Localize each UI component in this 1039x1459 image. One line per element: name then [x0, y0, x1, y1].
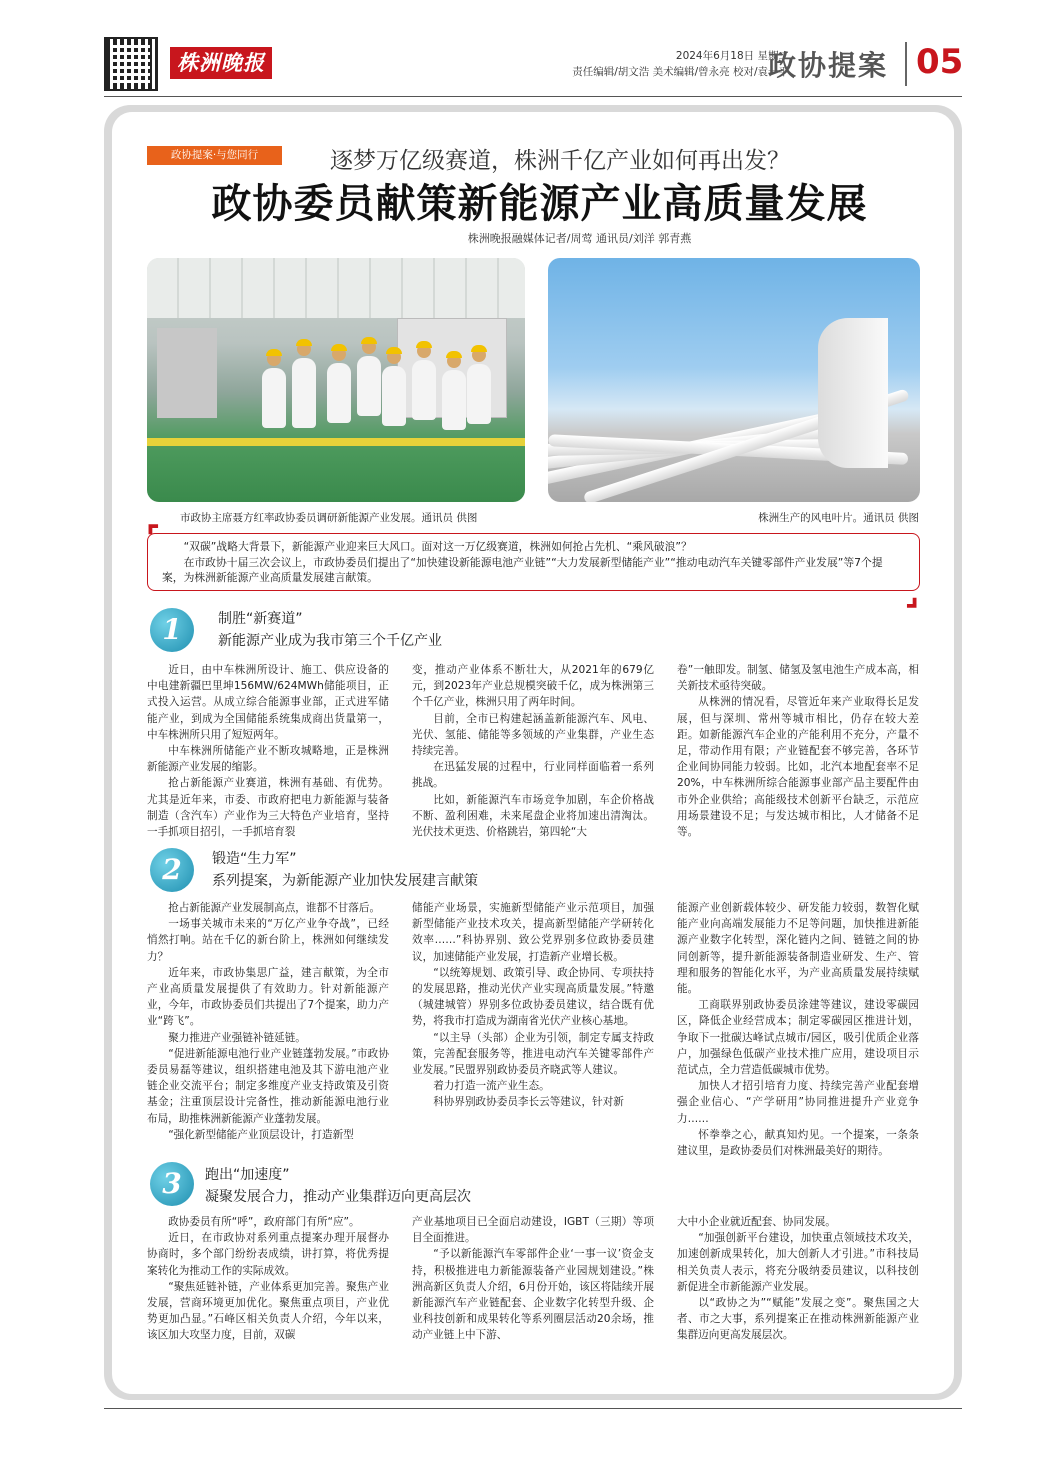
header-info	[572, 48, 789, 80]
open-quote-mark: ⌜	[146, 520, 161, 555]
factory-visit-photo	[147, 258, 525, 502]
section-number-1: 1	[150, 608, 194, 652]
paragraph: 着力打造一流产业生态。	[433, 1080, 550, 1093]
paragraph: 在迅猛发展的过程中，行业同样面临着一系列挑战。	[412, 761, 654, 790]
editors-line: 责任编辑/胡文浩 美术编辑/曾永亮 校对/袁一平	[572, 66, 789, 78]
section1-column1	[147, 662, 389, 840]
paragraph: 目前，全市已构建起涵盖新能源汽车、风电、光伏、氢能、储能等多领域的产业集群，产业生态持续完善。	[412, 712, 654, 758]
newspaper-logo: 株洲晚报	[170, 47, 272, 79]
paragraph: “促进新能源电池行业产业链蓬勃发展。”市政协委员易磊等建议，组织搭建电池及其下游电池产业链企业交流平台；制定多维度产业支持政策及引资基金；注重顶层设计完备性，推动新能源电池行业布局，助推株洲新能源产业蓬勃发展。	[147, 1047, 389, 1125]
section2-column3	[677, 900, 919, 1159]
paragraph: 一场事关城市未来的“万亿产业争夺战”，已经悄然打响。站在千亿的新台阶上，株洲如何继续发力？	[147, 918, 389, 963]
paragraph: 抢占新能源产业发展制高点，谁都不甘落后。	[168, 902, 381, 914]
paragraph: 比如，新能源汽车市场竞争加剧，车企价格战不断、盈利困难，未来尾盘企业将加速出清淘汰。光伏技术更迭、价格跳岩，第四轮“大	[412, 793, 654, 839]
section-name: 政协提案	[768, 49, 889, 82]
paragraph: 工商联界别政协委员涂建等建议，建设零碳园区，降低企业经营成本；制定零碳园区推进计划，争取下一批碳达峰试点城市/园区，吸引优质企业落户，加强绿色低碳产业技术推广应用，建设项目示范试点，全力营造低碳城市优势。	[677, 999, 919, 1077]
close-quote-mark: ⌟	[904, 577, 919, 612]
section2-column1	[147, 900, 389, 1143]
photo-caption-left: 市政协主席聂方红率政协委员调研新能源产业发展。通讯员 供图	[180, 512, 478, 524]
section1-column3	[677, 662, 919, 840]
headline: 政协委员献策新能源产业高质量发展	[211, 181, 868, 227]
lead-paragraph: “双碳”战略大背景下，新能源产业迎来巨大风口。面对这一万亿级赛道，株洲如何抢占先机、“乘风破浪”？	[183, 540, 692, 553]
section2-column2	[412, 900, 654, 1111]
paragraph: 科协界别政协委员李长云等建议，针对新	[433, 1096, 624, 1109]
paragraph: “予以新能源汽车零部件企业‘一事一议’资金支持，积极推进电力新能源装备产业园规划建设。”株洲高新区负责人介绍，6月份开始，该区将陆续开展新能源汽车产业链配套、企业数字化转型升级、企业科技创新和成果转化等系列圈层活动20余场，推动产业链上中下游、	[412, 1248, 654, 1342]
paragraph: 近日，由中车株洲所设计、施工、供应设备的中电建新疆巴里坤156MW/624MWh储能项目，正式投入运营。从成立综合能源事业部，正式进军储能产业，到成为全国储能系统集成商出货量第一，中车株洲所只用了短短两年。	[147, 664, 389, 741]
wind-blade-photo	[548, 258, 920, 502]
section-title-2: 锻造“生力军”	[212, 851, 297, 867]
photo-caption-right: 株洲生产的风电叶片。通讯员 供图	[758, 512, 919, 524]
section-subtitle-1: 新能源产业成为我市第三个千亿产业	[218, 633, 442, 649]
issue-date: 2024年6月18日 星期二	[675, 50, 789, 62]
subheadline: 逐梦万亿级赛道，株洲千亿产业如何再出发？	[330, 148, 790, 174]
paragraph: “加强创新平台建设，加快重点领域技术攻关，加速创新成果转化，加大创新人才引进。”市科技局相关负责人表示，将充分吸纳委员建议，以科技创新促进全市新能源产业发展。	[677, 1232, 919, 1293]
section3-column1	[147, 1214, 389, 1344]
paragraph: 以“政协之为”“赋能”发展之变”。聚焦国之大者、市之大事，系列提案正在推动株洲新能源产业集群迈向更高发展层次。	[677, 1297, 919, 1342]
section3-column2	[412, 1214, 654, 1344]
paragraph: 大中小企业就近配套、协同发展。	[677, 1216, 836, 1228]
paragraph: “以统筹规划、政策引导、政企协同、专项扶持的发展思路，推动光伏产业实现高质量发展。”特邀（城建城管）界别多位政协委员建议，结合既有优势，将我市打造成为湖南省光伏产业核心基地。	[412, 966, 654, 1028]
paragraph: 卷”一触即发。制氢、储氢及氢电池生产成本高，相关新技术亟待突破。	[677, 664, 919, 693]
section-number-2: 2	[150, 848, 194, 892]
paragraph: 怀拳拳之心，献真知灼见。一个提案，一条条建议里，是政协委员们对株洲最美好的期待。	[677, 1128, 919, 1158]
byline: 株洲晚报融媒体记者/周莺 通讯员/刘洋 郭青燕	[467, 232, 692, 245]
paragraph: 聚力推进产业强链补链延链。	[168, 1031, 306, 1044]
section3-column3	[677, 1214, 919, 1344]
column-tag: 政协提案·与您同行	[147, 146, 282, 165]
paragraph: 变，推动产业体系不断壮大，从2021年的679亿元，到2023年产业总规模突破千亿，成为株洲第三个千亿产业，株洲只用了两年时间。	[412, 664, 654, 709]
paragraph: 近日，在市政协对系列重点提案办理开展督办协商时，多个部门纷纷表成绩，讲打算，将优秀提案转化为推动工作的实际成效。	[147, 1232, 389, 1277]
paragraph: 中车株洲所储能产业不断攻城略地，正是株洲新能源产业发展的缩影。	[147, 745, 389, 774]
section-subtitle-2: 系列提案，为新能源产业加快发展建言献策	[212, 873, 478, 889]
lead-box	[146, 520, 920, 612]
section-divider	[905, 42, 907, 86]
paragraph: “强化新型储能产业顶层设计，打造新型	[168, 1128, 354, 1141]
qr-code	[104, 37, 158, 91]
section-title-1: 制胜“新赛道”	[218, 611, 303, 627]
section-title-3: 跑出“加速度”	[205, 1167, 290, 1183]
page-number: 05	[916, 42, 964, 82]
section1-column2	[412, 662, 654, 840]
paragraph: 政协委员有所“呼”，政府部门有所“应”。	[168, 1216, 360, 1228]
paragraph: 近年来，市政协集思广益，建言献策，为全市产业高质量发展提供了有效助力。针对新能源产业，今年，市政协委员们共提出了7个提案，助力产业“跨飞”。	[147, 966, 389, 1028]
paragraph: 从株洲的情况看，尽管近年来产业取得长足发展，但与深圳、常州等城市相比，仍存在较大差距。如新能源汽车企业的产能利用不充分，产量不足，带动作用有限；产业链配套不够完善，各环节企业间协同能力较弱。比如，北汽本地配套率不足20%，中车株洲所综合能源事业部产品主要配件由市外企业供给；高能级技术创新平台缺乏，示范应用场景建设不足；与发达城市相比，人才储备不足等。	[677, 696, 919, 839]
paragraph: 储能产业场景，实施新型储能产业示范项目，加强新型储能产业技术攻关，提高新型储能产学研转化效率……”科协界别、致公党界别多位政协委员建议，加速储能产业发展，打造新产业增长极。	[412, 902, 654, 963]
paragraph: 能源产业创新载体较少、研发能力较弱，数智化赋能产业向高端发展能力不足等问题，加快推进新能源产业数字化转型，深化链内之间、链链之间的协同创新等，提升新能源装备制造业研发、生产、管理和服务的智能化水平，为产业高质量发展持续赋能。	[677, 902, 919, 996]
paragraph: 加快人才招引培育力度、持续完善产业配套增强企业信心、“产学研用”协同推进提升产业竞争力……	[677, 1080, 919, 1125]
section-number-3: 3	[150, 1162, 194, 1206]
paragraph: 抢占新能源产业赛道，株洲有基础、有优势。尤其是近年来，市委、市政府把电力新能源与装备制造（含汽车）产业作为三大特色产业培育，坚持一手抓项目招引，一手抓培育裂	[147, 777, 389, 839]
lead-paragraph: 在市政协十届三次会议上，市政协委员们提出了“加快建设新能源电池产业链”“大力发展新型储能产业”“推动电动汽车关键零部件产业发展”等7个提案，为株洲新能源产业高质量发展建言献策。	[162, 555, 883, 584]
footer-rule	[104, 1408, 962, 1409]
header-rule	[104, 96, 962, 97]
paragraph: “聚焦延链补链，产业体系更加完善。聚焦产业发展，营商环境更加优化。聚焦重点项目，产业优势更加凸显。”石峰区相关负责人介绍，今年以来，该区加大攻坚力度，目前，双碳	[147, 1280, 389, 1342]
section-subtitle-3: 凝聚发展合力，推动产业集群迈向更高层次	[205, 1189, 471, 1205]
paragraph: “以主导（头部）企业为引领，制定专属支持政策，完善配套服务等，推进电动汽车关键零部件产业发展。”民盟界别政协委员齐晓武等人建议。	[412, 1031, 654, 1077]
paragraph: 产业基地项目已全面启动建设，IGBT（三期）等项目全面推进。	[412, 1216, 654, 1245]
